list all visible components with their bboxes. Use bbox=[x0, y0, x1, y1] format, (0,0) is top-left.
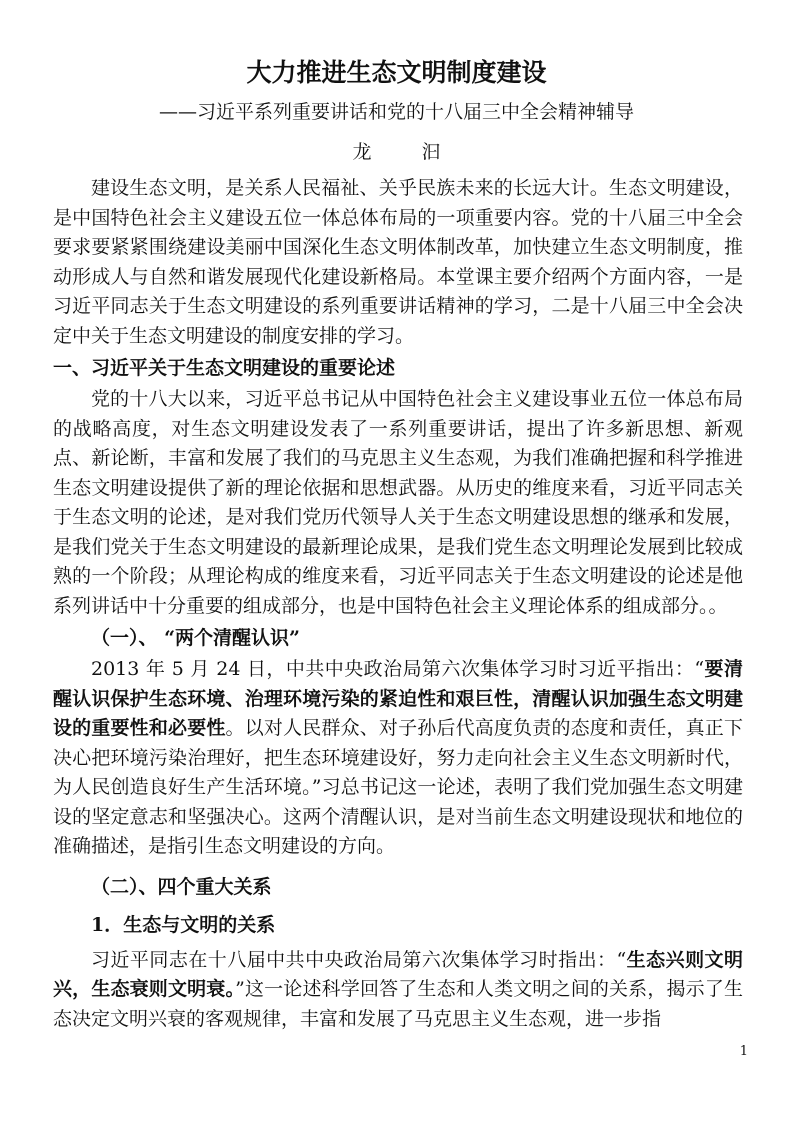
quote-lead: 2013 年 5 月 24 日，中共中央政治局第六次集体学习时习近平指出：“ bbox=[91, 658, 705, 680]
item1-lead: 习近平同志在十八届中共中央政治局第六次集体学习时指出：“ bbox=[91, 948, 627, 971]
author-name: 龙 汩 bbox=[352, 141, 463, 163]
page-number: 1 bbox=[739, 1044, 748, 1059]
item1-rest: ”这一论述科学回答了生态和人类文明之间的关系，揭示了生态决定文明兴衰的客观规律，丰富和发展了马克思主义生态观，进一步指 bbox=[53, 978, 743, 1030]
intro-paragraph: 建设生态文明，是关系人民福祉、关乎民族未来的长远大计。生态文明建设，是中国特色社会主义建设五位一体总体布局的一项重要内容。党的十八届三中全会要求要紧紧围绕建设美丽中国深化生态文明体制改革，加快建立生态文明制度，推动形成人与自然和谐发展现代化建设新格局。本堂课主要介绍两个方面内容，一是习近平同志关于生态文明建设的系列重要讲话精神的学习，二是十八届三中全会决定中关于生态文明建设的制度安排的学习。 bbox=[53, 177, 743, 347]
document-title: 大力推进生态文明制度建设 bbox=[246, 58, 547, 87]
subsection-heading-2: （二）、四个重大关系 bbox=[91, 875, 272, 898]
item1-bold-quote: 生态兴则文明兴，生态衰则文明衰。 bbox=[53, 948, 743, 1000]
subsection-heading-1: （一）、 “两个清醒认识” bbox=[91, 627, 300, 649]
quote-rest: 。以对人民群众、对子孙后代高度负责的态度和责任，真正下决心把环境污染治理好，把生态环境建设好，努力走向社会主义生态文明新时代，为人民创造良好生产生活环境。”习总书记这一论述，表明了我们党加强生态文明建设的坚定意志和坚强决心。这两个清醒认识，是对当前生态文明建设现状和地位的准确描述，是指引生态文明建设的方向。 bbox=[53, 717, 743, 857]
item1-paragraph bbox=[53, 946, 743, 1035]
section-heading-1: 一、习近平关于生态文明建设的重要论述 bbox=[53, 357, 396, 379]
quote-bold: 要清醒认识保护生态环境、治理环境污染的紧迫性和艰巨性，清醒认识加强生态文明建设的重要性和必要性 bbox=[53, 658, 743, 739]
document-body bbox=[53, 174, 743, 1034]
section1-paragraph: 党的十八大以来，习近平总书记从中国特色社会主义建设事业五位一体总布局的战略高度，对生态文明建设发表了一系列重要讲话，提出了许多新思想、新观点、新论断，丰富和发展了我们的马克思主义生态观，为我们准确把握和科学推进生态文明建设提供了新的理论依据和思想武器。从历史的维度来看，习近平同志关于生态文明的论述，是对我们党历代领导人关于生态文明建设思想的继承和发展，是我们党关于生态文明建设的最新理论成果，是我们党生态文明理论发展到比较成熟的一个阶段；从理论构成的维度来看，习近平同志关于生态文明建设的论述是他系列讲话中十分重要的组成部分，也是中国特色社会主义理论体系的组成部分。。 bbox=[53, 388, 743, 617]
document-subtitle: ——习近平系列重要讲话和党的十八届三中全会精神辅导 bbox=[158, 101, 634, 123]
item-heading-1: 1．生态与文明的关系 bbox=[91, 913, 276, 936]
subsection1-paragraph bbox=[53, 655, 743, 862]
